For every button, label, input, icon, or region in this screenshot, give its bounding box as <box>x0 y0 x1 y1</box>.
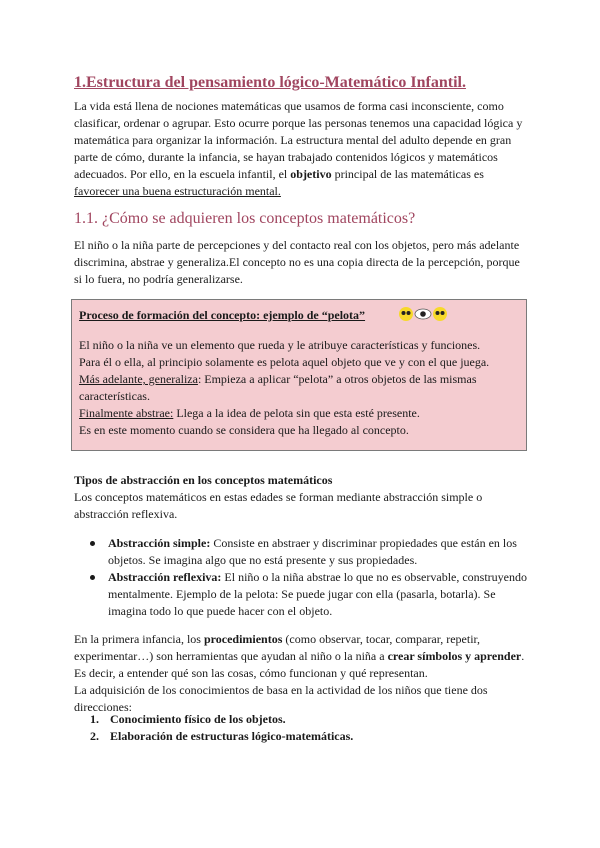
concept-line: discrimina, abstrae y generaliza.El concepto no es una copia directa de la percepción, porque <box>74 255 520 269</box>
box-line <box>79 371 519 388</box>
box-content <box>79 337 519 439</box>
procedures-line <box>74 648 534 665</box>
box-line <box>79 405 519 422</box>
concept-paragraph <box>74 237 534 288</box>
eyes-emoji-icon <box>398 306 448 322</box>
intro-line: matemática para organizar la información. La estructura mental del adulto depende en gran <box>74 133 512 147</box>
list-item <box>74 569 534 620</box>
item-text: Elaboración de estructuras lógico-matemáticas. <box>110 729 354 743</box>
abstraction-line: Los conceptos matemáticos en estas edades se forman mediante abstracción simple o <box>74 490 483 504</box>
box-line: Es en este momento cuando se considera que ha llegado al concepto. <box>79 423 409 437</box>
section-heading: 1.1. ¿Cómo se adquieren los conceptos matemáticos? <box>74 210 416 227</box>
directions-list <box>74 711 534 745</box>
item-number: 2. <box>90 729 99 743</box>
example-box <box>71 299 527 451</box>
item-number: 1. <box>90 712 99 726</box>
concept-line: si lo fuera, no podría generalizarse. <box>74 272 243 286</box>
concept-line: El niño o la niña parte de percepciones y del contacto real con los objetos, pero más adelante <box>74 238 520 252</box>
box-line: características. <box>79 389 150 403</box>
intro-line: parte de cómo, durante la infancia, se hayan trabajado contenidos lógicos y matemáticos <box>74 150 498 164</box>
list-item <box>74 535 534 569</box>
procedures-text: experimentar…) son herramientas que ayudan al niño o la niña a <box>74 649 388 663</box>
procedures-line: Es decir, a entender qué son las cosas, cómo funcionan y qué representan. <box>74 666 428 680</box>
intro-text: principal de las matemáticas es <box>331 167 484 181</box>
box-text: Llega a la idea de pelota sin que esta esté presente. <box>173 406 420 420</box>
procedures-line <box>74 631 534 648</box>
box-underlined: Finalmente abstrae: <box>79 406 174 420</box>
box-text: : Empieza a aplicar “pelota” a otros objetos de las mismas <box>197 372 477 386</box>
intro-line: clasificar, ordenar o agrupar. Esto ocurre porque las personas tenemos una capacidad lógica y <box>74 116 523 130</box>
procedures-text: En la primera infancia, los <box>74 632 204 646</box>
abstraction-paragraph <box>74 489 534 523</box>
intro-line <box>74 166 534 183</box>
procedures-bold: procedimientos <box>203 632 283 646</box>
box-title: Proceso de formación del concepto: ejemplo de “pelota” <box>79 308 366 322</box>
subsection-heading: Tipos de abstracción en los conceptos matemáticos <box>74 473 333 487</box>
intro-underlined-line: favorecer una buena estructuración mental. <box>74 184 281 198</box>
intro-line: La vida está llena de nociones matemáticas que usamos de forma casi inconsciente, como <box>74 99 504 113</box>
box-underlined: Más adelante, generaliza <box>79 372 198 386</box>
list-item-term: Abstracción reflexiva: <box>108 570 222 584</box>
item-text: Conocimiento físico de los objetos. <box>110 712 286 726</box>
procedures-paragraph <box>74 631 534 716</box>
intro-bold-objetivo: objetivo <box>290 167 332 181</box>
numbered-item <box>74 711 534 728</box>
procedures-text: . <box>521 649 525 663</box>
list-item-text: El niño o la niña abstrae lo que no es observable, construyendo mentalmente. Ejemplo de la pelota: Se puede jugar con ella (pasarla, botarla). Se imagina todo lo que puede hacer con el objeto. <box>108 570 528 618</box>
intro-paragraph <box>74 98 534 200</box>
procedures-line: La adquisición de los conocimientos de basa en la actividad de los niños que tiene dos <box>74 683 488 697</box>
box-line: El niño o la niña ve un elemento que rueda y le atribuye características y funciones. <box>79 338 481 352</box>
list-item-term: Abstracción simple: <box>108 536 211 550</box>
box-line: Para él o ella, al principio solamente es pelota aquel objeto que ve y con el que juega. <box>79 355 490 369</box>
numbered-item <box>74 728 534 745</box>
abstraction-list <box>74 535 534 620</box>
procedures-bold: crear símbolos y aprender <box>387 649 522 663</box>
main-heading: 1.Estructura del pensamiento lógico-Matemático Infantil. <box>74 74 466 91</box>
abstraction-line: abstracción reflexiva. <box>74 507 178 521</box>
procedures-line: direcciones: <box>74 700 132 714</box>
procedures-text: (como observar, tocar, comparar, repetir, <box>282 632 481 646</box>
list-item-text: Consiste en abstraer y discriminar propiedades que están en los objetos. Se imagina algo que no está presente y sus propiedades. <box>108 536 517 567</box>
intro-text: adecuados. Por ello, en la escuela infantil, el <box>74 167 291 181</box>
